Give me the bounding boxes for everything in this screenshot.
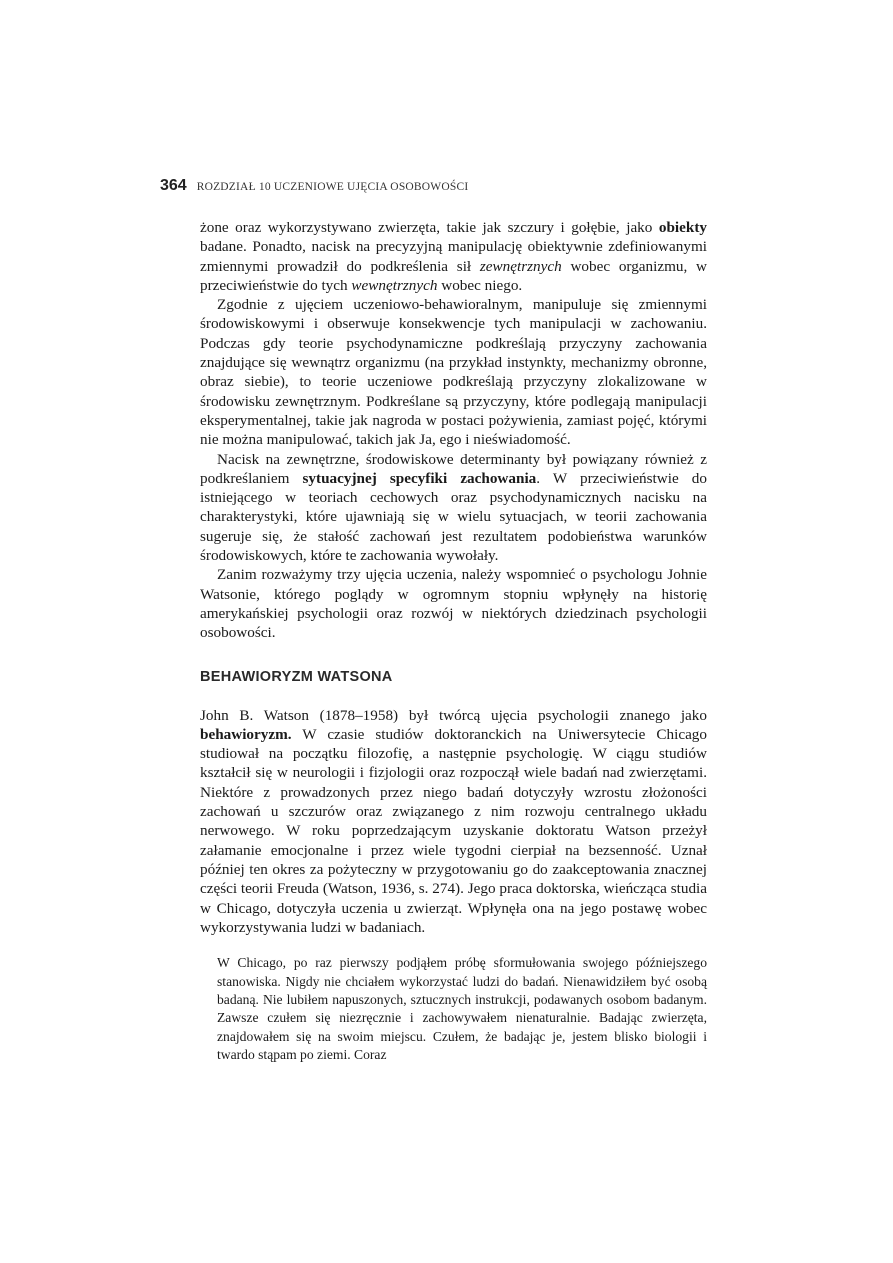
section-text-a: John B. Watson (1878–1958) był twórcą ujęcia psychologii znanego jako [200,706,707,724]
block-quote: W Chicago, po raz pierwszy podjąłem próbę sformułowania swojego późniejszego stanowiska. Nigdy nie chciałem wykorzystać ludzi do badań. Nienawidziłem być osobą badaną. Nie lubiłem napuszonych, sztucznych instrukcji, podawanych osobom badanym. Zawsze czułem się niezręcznie i zachowywałem nienaturalnie. Badając zwierzęta, znajdowałem się na swoim miejscu. Czułem, że badając je, jestem blisko biologii i twardo stąpam po ziemi. Coraz [217,955,707,1063]
paragraph-1-text-a: żone oraz wykorzystywano zwierzęta, takie jak szczury i gołębie, jako [200,219,659,236]
paragraph-3-text-a: Nacisk na zewnętrzne, środowiskowe determinanty był powiązany również z podkreślaniem [200,450,707,487]
paragraph-1-text-e: wobec organizmu, w przeciwieństwie do tych [200,257,707,294]
section-paragraph [200,706,707,938]
section-heading: BEHAWIORYZM WATSONA [200,668,393,685]
page-number: 364 [160,177,187,194]
paragraph-1 [200,218,707,295]
running-head [160,176,720,197]
paragraph-3-text-c: . W przeciwieństwie do istniejącego w teoriach cechowych oraz psychodynamicznych nacisku na charakterystyki, które ujawniają się w wielu sytuacjach, w teorii zachowania sugeruje się, że stałość zachowań jest rezultatem podobieństwa warunków środowiskowych, które te zachowania wywołały. [200,469,707,565]
body-text [200,218,707,1065]
chapter-title: ROZDZIAŁ 10 UCZENIOWE UJĘCIA OSOBOWOŚCI [196,181,469,193]
section-text-c: W czasie studiów doktoranckich na Uniwersytecie Chicago studiował na początku filozofię, a następnie psychologię. W ciągu studiów kształcił się w neurologii i fizjologii oraz rozpoczął wiele badań nad zwierzętami. Niektóre z prowadzonych przez niego badań dotyczyły wzrostu złożoności zachowań u szczurów oraz związanego z nim rozwoju centralnego układu nerwowego. W roku poprzedzającym uzyskanie doktoratu Watson przeżył załamanie emocjonalne i przez wiele tygodni cierpiał na bezsenność. Uznał później ten okres za pożyteczny w przygotowaniu go do zaakceptowania znacznej części teorii Freuda (Watson, 1936, s. 274). Jego praca doktorska, wieńcząca studia w Chicago, dotyczyła uczenia u zwierząt. Wpłynęła ona na jego postawę wobec wykorzystywania ludzi w badaniach. [200,725,707,936]
paragraph-4: Zanim rozważymy trzy ujęcia uczenia, należy wspomnieć o psychologu Johnie Watsonie, którego poglądy w ogromnym stopniu wpłynęły na historię amerykańskiej psychologii oraz rozwój w niektórych dziedzinach psychologii osobowości. [200,566,707,642]
paragraph-1-text-c: badane. Ponadto, nacisk na precyzyjną manipulację obiektywnie zdefiniowanymi zmiennymi prowadził do podkreślenia sił [200,238,707,275]
paragraph-2: Zgodnie z ujęciem uczeniowo-behawioralnym, manipuluje się zmiennymi środowiskowymi i obserwuje konsekwencje tych manipulacji w zachowaniu. Podczas gdy teorie psychodynamiczne podkreślają przyczyny zachowania znajdujące się wewnątrz organizmu (na przykład instynkty, mechanizmy obronne, obraz siebie), to teorie uczeniowe podkreślają przyczyny zlokalizowane w środowisku zewnętrznym. Podkreślane są przyczyny, które podlegają manipulacji eksperymentalnej, takie jak nagroda w postaci pożywienia, zamiast pojęć, którymi nie można manipulować, takich jak Ja, ego i nieświadomość. [200,296,707,449]
paragraph-1-bold-term: obiekty [658,219,707,236]
paragraph-3-bold-term: sytuacyjnej specyfiki zachowania [302,469,537,487]
section-bold-term: behawioryzm. [200,725,292,743]
paragraph-1-text-g: wobec niego. [437,276,523,294]
paragraph-1-italic-internal: wewnętrznych [351,276,438,294]
paragraph-3 [200,450,707,566]
paragraph-1-italic-external: zewnętrznych [479,257,562,275]
